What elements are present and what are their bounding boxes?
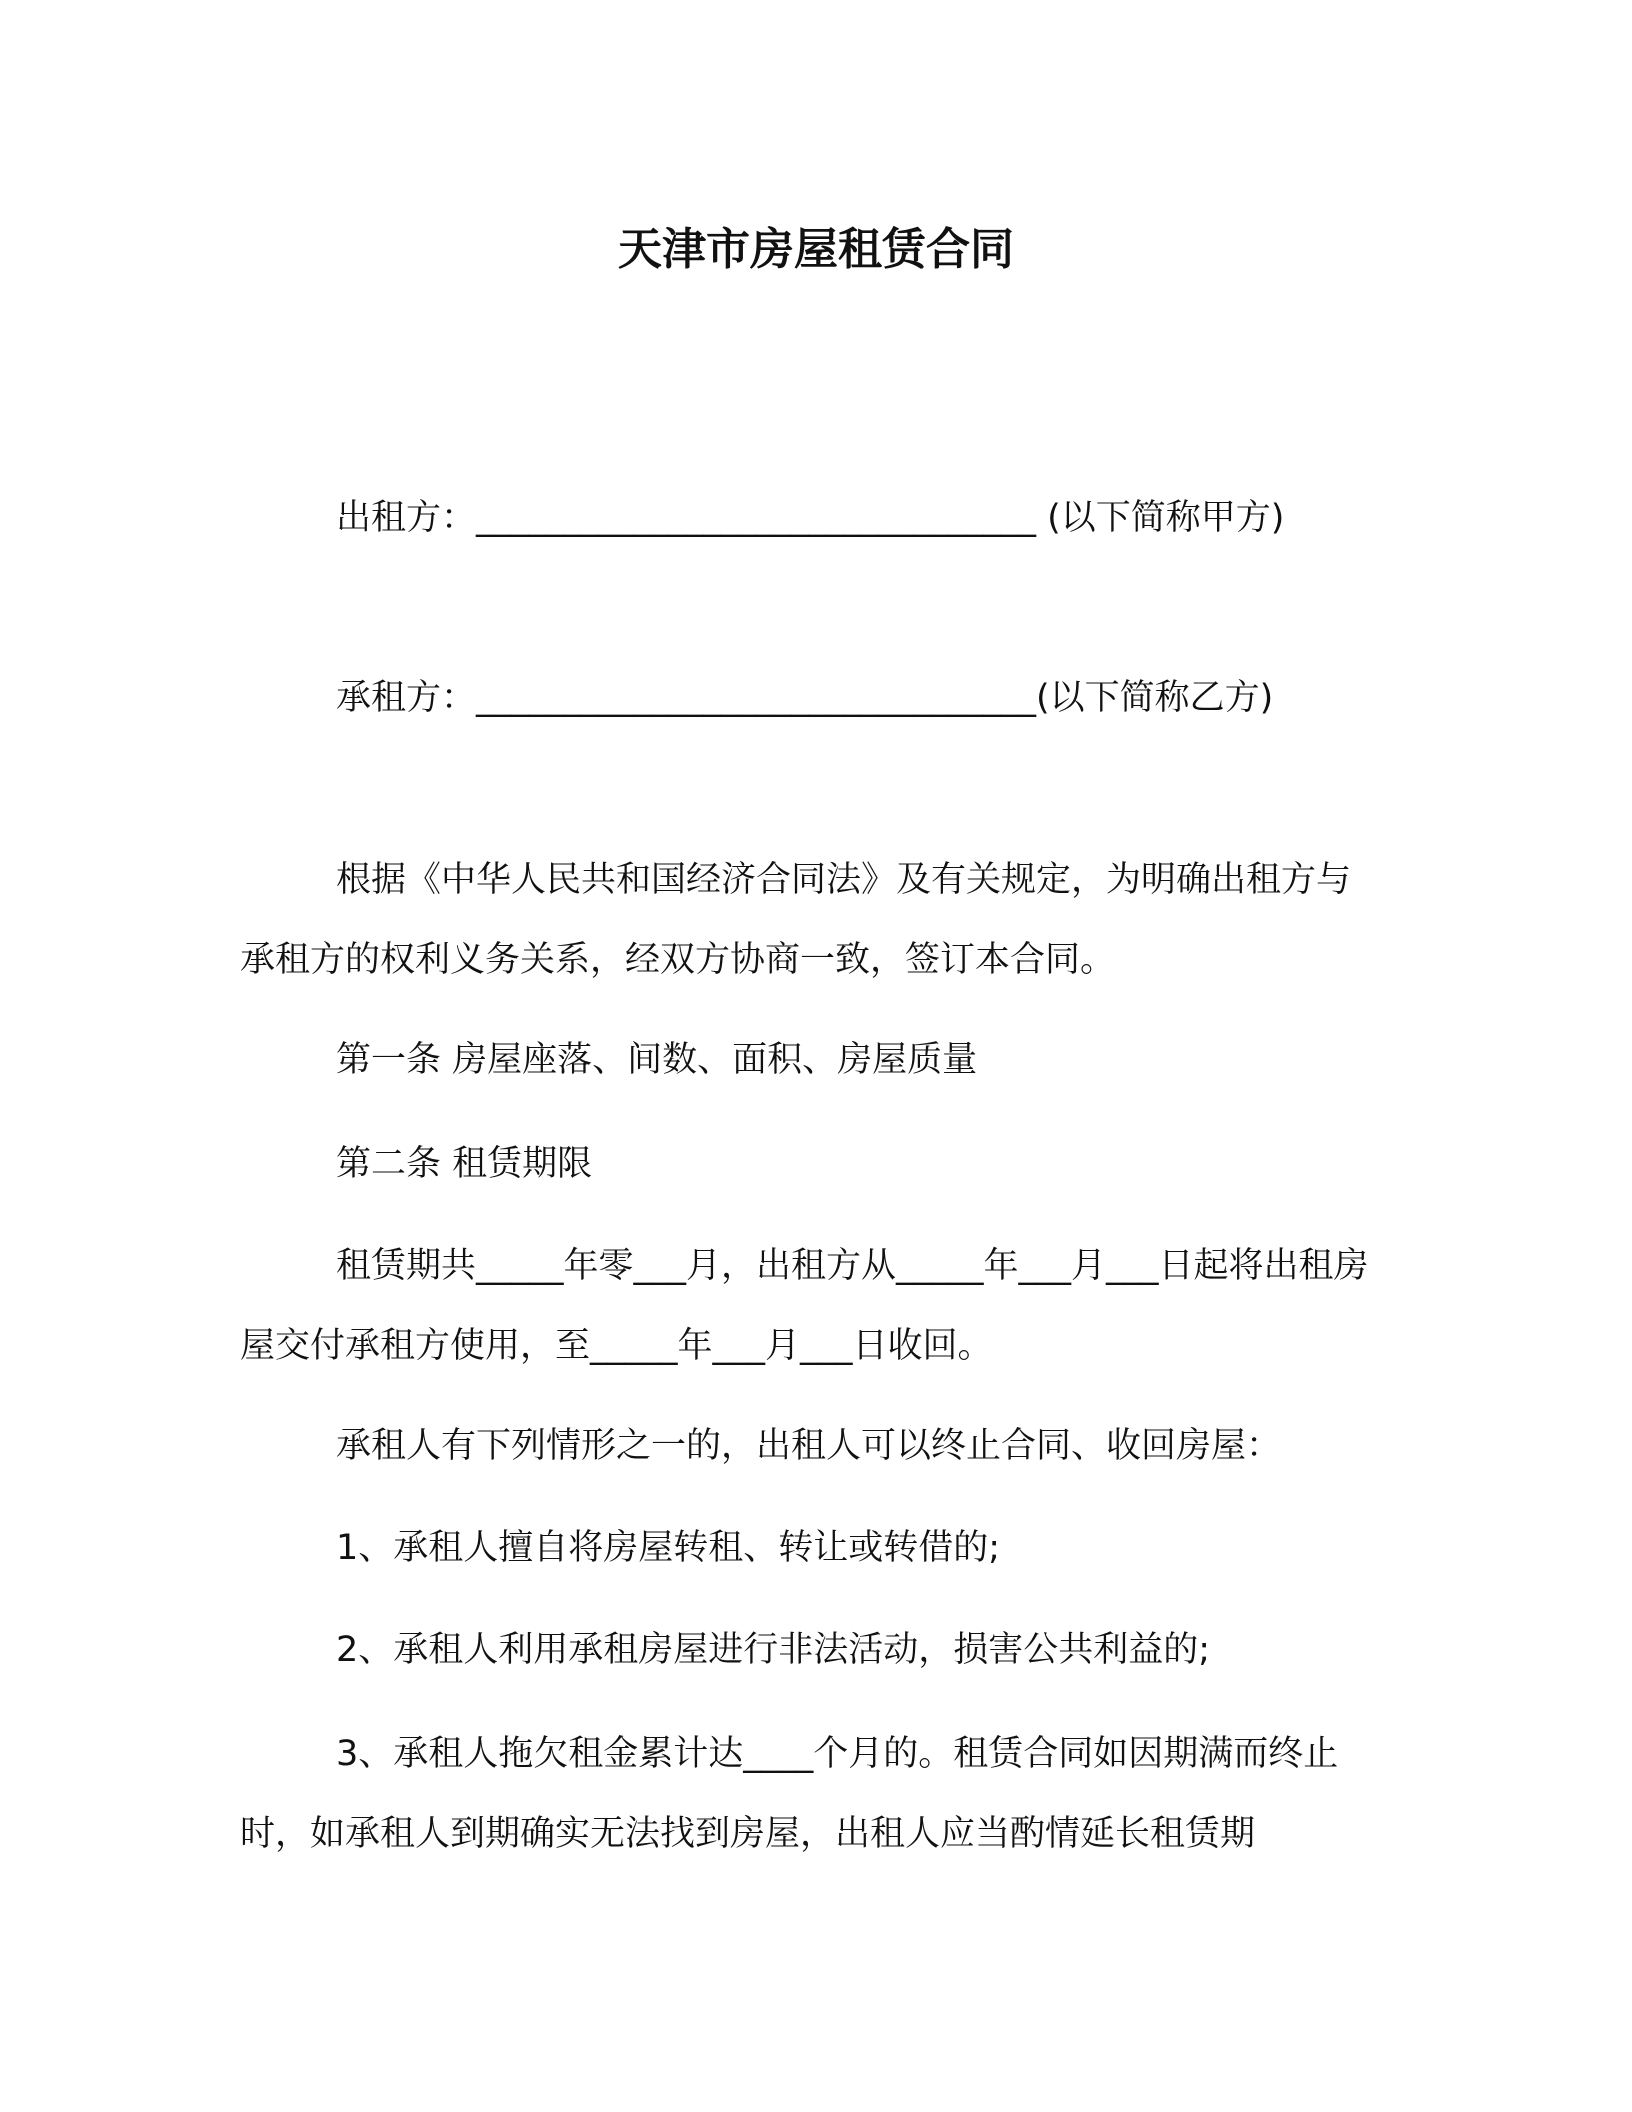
lessor-line: 出租方：________________________________ (以下简称甲方) — [336, 498, 1285, 538]
condition-item-1: 1、承租人擅自将房屋转租、转让或转借的; — [336, 1528, 1001, 1568]
condition-item-2: 2、承租人利用承租房屋进行非法活动，损害公共利益的; — [336, 1630, 1211, 1670]
lease-term-paragraph: 租赁期共_____年零___月，出租方从_____年___月___日起将出租房屋交付承租方使用，至_____年___月___日收回。 — [240, 1246, 1369, 1366]
preamble-paragraph: 根据《中华人民共和国经济合同法》及有关规定，为明确出租方与承租方的权利义务关系，经双方协商一致，签订本合同。 — [240, 860, 1352, 980]
lessee-line: 承租方：________________________________(以下简称乙方) — [336, 678, 1274, 718]
article-2-heading: 第二条 租赁期限 — [336, 1144, 593, 1184]
document-title: 天津市房屋租赁合同 — [618, 224, 1014, 275]
article-1-heading: 第一条 房屋座落、间数、面积、房屋质量 — [336, 1040, 978, 1080]
condition-item-3: 3、承租人拖欠租金累计达____个月的。租赁合同如因期满而终止时，如承租人到期确实无法找到房屋，出租人应当酌情延长租赁期 — [240, 1734, 1339, 1854]
termination-conditions-intro: 承租人有下列情形之一的，出租人可以终止合同、收回房屋： — [336, 1426, 1282, 1466]
